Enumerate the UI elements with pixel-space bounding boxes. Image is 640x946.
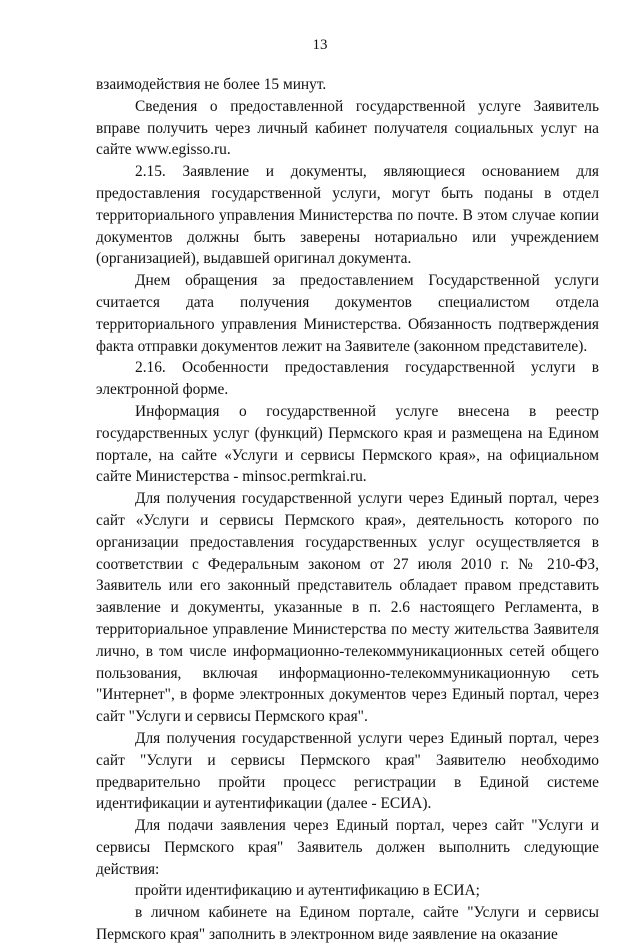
paragraph-registry-info: Информация о государственной услуге внесена в реестр государственных услуг (функций) Пермского края и размещена на Едином портале, на сайте «Услуги и сервисы Пермского края», на официальном сайте Министерства - minsoc.permkrai.ru. (96, 402, 599, 486)
paragraph-continuation: взаимодействия не более 15 минут. (96, 76, 327, 93)
paragraph-egisso-info: Сведения о предоставленной государственной услуге Заявитель вправе получить через личный кабинет получателя социальных услуг на сайте www.egisso.ru. (96, 97, 599, 159)
paragraph-2-15: 2.15. Заявление и документы, являющиеся основанием для предоставления государственной услуги, могут быть поданы в отдел территориального управления Министерства по почте. В этом случае копии документов должны быть заверены нотариально или учреждением (организацией), выдавшей оригинал документа. (96, 163, 599, 268)
paragraph-submission-steps: Для подачи заявления через Единый портал, через сайт "Услуги и сервисы Пермского края" Заявитель должен выполнить следующие действия: (96, 817, 599, 878)
page-number: 13 (312, 37, 328, 53)
paragraph-application-date: Днем обращения за предоставлением Государственной услуги считается дата получения документов специалистом отдела территориального управления Министерства. Обязанность подтверждения факта отправки документов лежит на Заявителе (законном представителе). (96, 272, 599, 355)
paragraph-step-identification: пройти идентификацию и аутентификацию в ЕСИА; (135, 882, 480, 900)
paragraph-2-16: 2.16. Особенности предоставления государственной услуги в электронной форме. (96, 359, 599, 399)
paragraph-esia-registration: Для получения государственной услуги через Единый портал, через сайт "Услуги и сервисы Пермского края" Заявителю необходимо предварительно пройти процесс регистрации в Единой системе идентификации и аутентификации (далее - ЕСИА). (96, 729, 599, 813)
paragraph-portal-submission: Для получения государственной услуги через Единый портал, через сайт «Услуги и сервисы Пермского края», деятельность которого по организации предоставления государственных услуг осуществляется в соответствии с Федеральным законом от 27 июля 2010 г. № 210-ФЗ, Заявитель или его законный представитель обладает правом представить заявление и документы, указанные в п. 2.6 настоящего Регламента, в территориальное управление Министерства по месту жительства Заявителя лично, в том числе информационно-телекоммуникационных сетей общего пользования, включая информационно-телекоммуникационную сеть "Интернет", в форме электронных документов через Единый портал, через сайт "Услуги и сервисы Пермского края". (96, 490, 599, 726)
paragraph-step-fill-form: в личном кабинете на Едином портале, сайте "Услуги и сервисы Пермского края" заполнить в электронном виде заявление на оказание (96, 904, 599, 944)
document-body (96, 74, 599, 946)
